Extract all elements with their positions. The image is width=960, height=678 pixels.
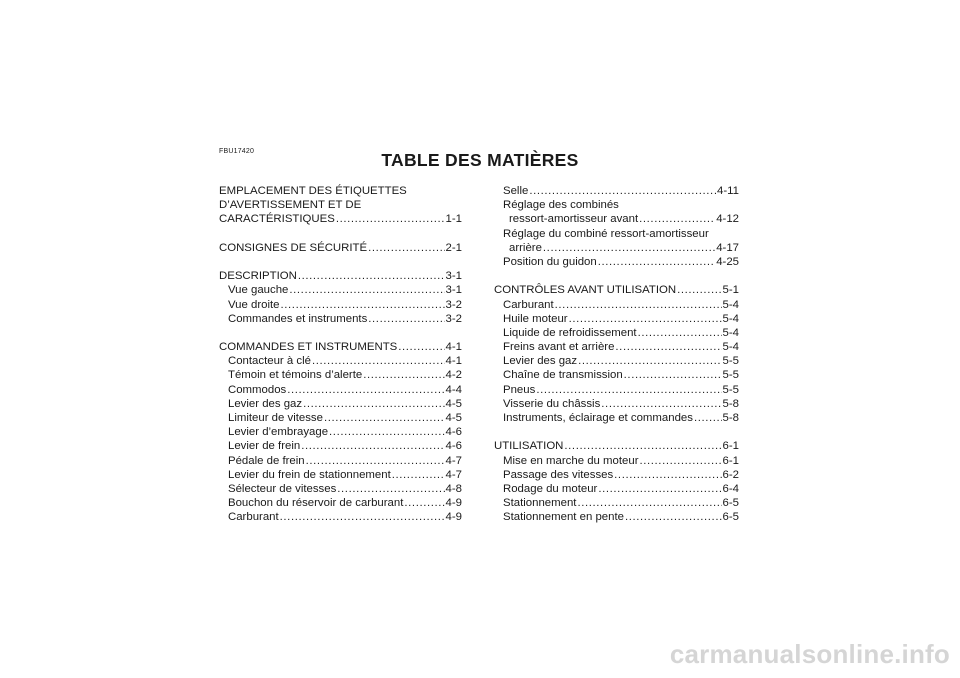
toc-entry[interactable] (494, 496, 739, 510)
toc-entry-page: 4-5 (445, 412, 462, 424)
dot-leader (639, 212, 715, 226)
toc-entry-title: Selle (503, 185, 529, 197)
dot-leader (363, 368, 444, 382)
toc-entry-title: Chaîne de transmission (503, 369, 623, 382)
dot-leader (368, 312, 444, 326)
toc-entry-title: Vue droite (228, 298, 280, 311)
toc-entry-title: Rodage du moteur (503, 482, 598, 495)
toc-entry-title: Sélecteur de vitesses (228, 482, 337, 495)
toc-entry-title: Contacteur à clé (228, 355, 311, 368)
toc-entry[interactable] (494, 368, 739, 382)
toc-entry[interactable] (219, 468, 462, 482)
toc-entry[interactable] (219, 354, 462, 368)
toc-entry[interactable] (494, 454, 739, 468)
toc-entry-title: COMMANDES ET INSTRUMENTS (219, 341, 398, 354)
dot-leader (303, 397, 444, 411)
toc-entry-title: Carburant (228, 511, 279, 524)
dot-leader (336, 212, 445, 226)
toc-entry[interactable] (494, 198, 739, 212)
toc-entry-title: Stationnement (503, 497, 577, 510)
toc-entry-title: Levier des gaz (228, 397, 303, 410)
dot-leader (280, 510, 445, 524)
toc-entry-title: ressort-amortisseur avant (509, 213, 639, 226)
dot-leader (287, 383, 444, 397)
dot-leader (598, 255, 715, 269)
dot-leader (694, 411, 722, 425)
toc-entry-page: 2-1 (445, 241, 462, 254)
toc-entry-title: Réglage du combiné ressort-amortisseur (503, 227, 709, 240)
toc-entry[interactable] (494, 482, 739, 496)
dot-leader (638, 326, 722, 340)
dot-leader (569, 312, 722, 326)
dot-leader (329, 425, 444, 439)
dot-leader (392, 468, 445, 482)
document-code: FBU17420 (219, 148, 255, 155)
toc-entry-title: Mise en marche du moteur (503, 454, 639, 467)
toc-entry[interactable] (494, 298, 739, 312)
toc-entry-page: 5-5 (722, 355, 739, 368)
dot-leader (289, 283, 444, 297)
toc-entry[interactable] (219, 298, 462, 312)
dot-leader (368, 241, 444, 255)
toc-entry-title: Commandes et instruments (228, 312, 368, 325)
toc-entry-title: arrière (509, 241, 542, 254)
toc-entry[interactable] (219, 283, 462, 297)
toc-entry-title: CONSIGNES DE SÉCURITÉ (219, 241, 368, 254)
toc-entry[interactable] (494, 184, 739, 198)
toc-entry-page: 6-5 (722, 511, 739, 524)
toc-entry-title: Huile moteur (503, 312, 568, 325)
toc-entry[interactable] (494, 510, 739, 524)
toc-entry-page: 5-4 (722, 326, 739, 339)
toc-entry-page: 4-1 (445, 355, 462, 368)
toc-entry-title: DESCRIPTION (219, 270, 297, 283)
toc-entry-title: D’AVERTISSEMENT ET DE (219, 199, 362, 212)
toc-entry[interactable] (219, 439, 462, 453)
toc-entry[interactable] (219, 184, 462, 198)
dot-leader (312, 354, 445, 368)
toc-entry[interactable] (494, 468, 739, 482)
page-title: TABLE DES MATIÈRES (381, 150, 579, 170)
toc-entry-page: 4-8 (445, 482, 462, 495)
toc-entry-page: 4-11 (717, 185, 739, 197)
toc-entry-title: CARACTÉRISTIQUES (219, 213, 335, 226)
dot-leader (624, 368, 722, 382)
toc-entry[interactable] (494, 354, 739, 368)
toc-entry-title: Vue gauche (228, 284, 289, 297)
toc-entry-page: 5-4 (722, 341, 739, 354)
dot-leader (598, 482, 721, 496)
dot-leader (677, 283, 721, 297)
toc-entry-title: Réglage des combinés (503, 199, 619, 212)
toc-entry-page: 5-4 (722, 298, 739, 311)
toc-entry-title: Passage des vitesses (503, 468, 614, 481)
toc-entry-title: Levier du frein de stationnement (228, 468, 391, 481)
toc-entry-title: Limiteur de vitesse (228, 412, 323, 424)
toc-entry-page: 4-9 (445, 511, 462, 524)
toc-entry[interactable] (494, 312, 739, 326)
toc-entry[interactable] (494, 255, 739, 269)
toc-entry-page: 6-2 (722, 468, 739, 481)
toc-entry[interactable] (219, 340, 462, 354)
toc-entry[interactable] (494, 397, 739, 411)
dot-leader (578, 354, 721, 368)
toc-entry-title: Levier des gaz (503, 355, 578, 368)
dot-leader (625, 510, 722, 524)
toc-entry-page: 6-5 (722, 497, 739, 510)
toc-entry[interactable] (494, 383, 739, 397)
toc-entry-page: 5-8 (722, 412, 739, 424)
dot-leader (615, 340, 721, 354)
dot-leader (529, 184, 716, 198)
toc-entry-page: 4-1 (445, 341, 462, 354)
toc-entry-title: Commodos (228, 383, 287, 396)
toc-entry[interactable] (219, 383, 462, 397)
toc-entry-page: 5-8 (722, 397, 739, 410)
toc-entry-page: 4-9 (445, 497, 462, 510)
toc-entry[interactable] (219, 312, 462, 326)
toc-entry-title: Instruments, éclairage et commandes (503, 412, 693, 424)
toc-entry-page: 4-17 (716, 241, 739, 254)
toc-entry[interactable] (219, 269, 462, 283)
dot-leader (306, 454, 445, 468)
toc-entry[interactable] (219, 397, 462, 411)
toc-entry[interactable] (219, 368, 462, 382)
toc-entry-page: 4-25 (716, 255, 739, 268)
toc-entry[interactable] (494, 212, 739, 226)
toc-entry-title: Levier d’embrayage (228, 426, 329, 439)
toc-entry-page: 5-5 (722, 369, 739, 382)
dot-leader (601, 397, 721, 411)
toc-entry[interactable] (494, 439, 739, 453)
toc-entry-title: Bouchon du réservoir de carburant (228, 497, 404, 510)
toc-entry[interactable] (494, 241, 739, 255)
toc-left-column (219, 184, 462, 525)
toc-entry-page: 6-1 (722, 440, 739, 453)
toc-entry-title: Levier de frein (228, 440, 301, 453)
toc-entry-page: 3-2 (445, 312, 462, 325)
toc-entry[interactable] (219, 198, 462, 212)
toc-entry-page: 3-1 (445, 284, 462, 297)
toc-entry-title: Stationnement en pente (503, 511, 624, 524)
toc-entry-page: 5-1 (722, 284, 739, 297)
toc-entry[interactable] (219, 212, 462, 226)
dot-leader (564, 439, 721, 453)
dot-leader (577, 496, 721, 510)
toc-entry[interactable] (494, 283, 739, 297)
toc-entry-page: 4-7 (445, 468, 462, 481)
toc-entry[interactable] (219, 425, 462, 439)
toc-entry-title: Visserie du châssis (503, 397, 601, 410)
toc-entry-page: 4-2 (445, 369, 462, 382)
toc-entry-page: 5-5 (722, 383, 739, 396)
dot-leader (639, 454, 721, 468)
toc-entry[interactable] (219, 496, 462, 510)
toc-entry[interactable] (219, 482, 462, 496)
dot-leader (301, 439, 444, 453)
toc-entry[interactable] (219, 241, 462, 255)
watermark: carmanualsonline.info (669, 639, 950, 669)
toc-entry-title: Pneus (503, 383, 536, 396)
toc-entry[interactable] (219, 411, 462, 425)
toc-entry[interactable] (494, 227, 739, 241)
toc-entry-title: CONTRÔLES AVANT UTILISATION (494, 284, 677, 297)
toc-entry[interactable] (494, 411, 739, 425)
toc-entry-page: 3-1 (445, 270, 462, 283)
toc-entry-page: 4-5 (445, 397, 462, 410)
dot-leader (536, 383, 721, 397)
toc-entry-title: Témoin et témoins d’alerte (228, 369, 363, 382)
toc-entry-page: 6-1 (722, 454, 739, 467)
toc-entry-page: 4-4 (445, 383, 462, 396)
dot-leader (543, 241, 715, 255)
dot-leader (614, 468, 721, 482)
toc-entry[interactable] (494, 340, 739, 354)
toc-entry[interactable] (219, 454, 462, 468)
dot-leader (404, 496, 444, 510)
toc-entry-page: 4-12 (716, 213, 739, 226)
dot-leader (281, 298, 445, 312)
toc-entry-title: Liquide de refroidissement (503, 326, 637, 339)
toc-entry-page: 4-6 (445, 426, 462, 439)
toc-entry-title: Pédale de frein (228, 454, 305, 467)
toc-entry-page: 6-4 (722, 482, 739, 495)
toc-entry-title: EMPLACEMENT DES ÉTIQUETTES (219, 185, 407, 197)
dot-leader (555, 298, 722, 312)
toc-entry-page: 1-1 (445, 213, 462, 226)
toc-entry-title: Carburant (503, 298, 554, 311)
toc-entry-title: Position du guidon (503, 255, 597, 268)
dot-leader (324, 411, 445, 425)
dot-leader (398, 340, 444, 354)
dot-leader (337, 482, 444, 496)
toc-entry-page: 3-2 (445, 298, 462, 311)
toc-entry-page: 4-7 (445, 454, 462, 467)
toc-entry[interactable] (494, 326, 739, 340)
toc-entry-title: UTILISATION (494, 440, 564, 453)
toc-right-column (494, 184, 739, 525)
toc-entry-page: 5-4 (722, 312, 739, 325)
toc-entry-title: Freins avant et arrière (503, 341, 615, 354)
toc-entry[interactable] (219, 510, 462, 524)
dot-leader (298, 269, 445, 283)
toc-entry-page: 4-6 (445, 440, 462, 453)
